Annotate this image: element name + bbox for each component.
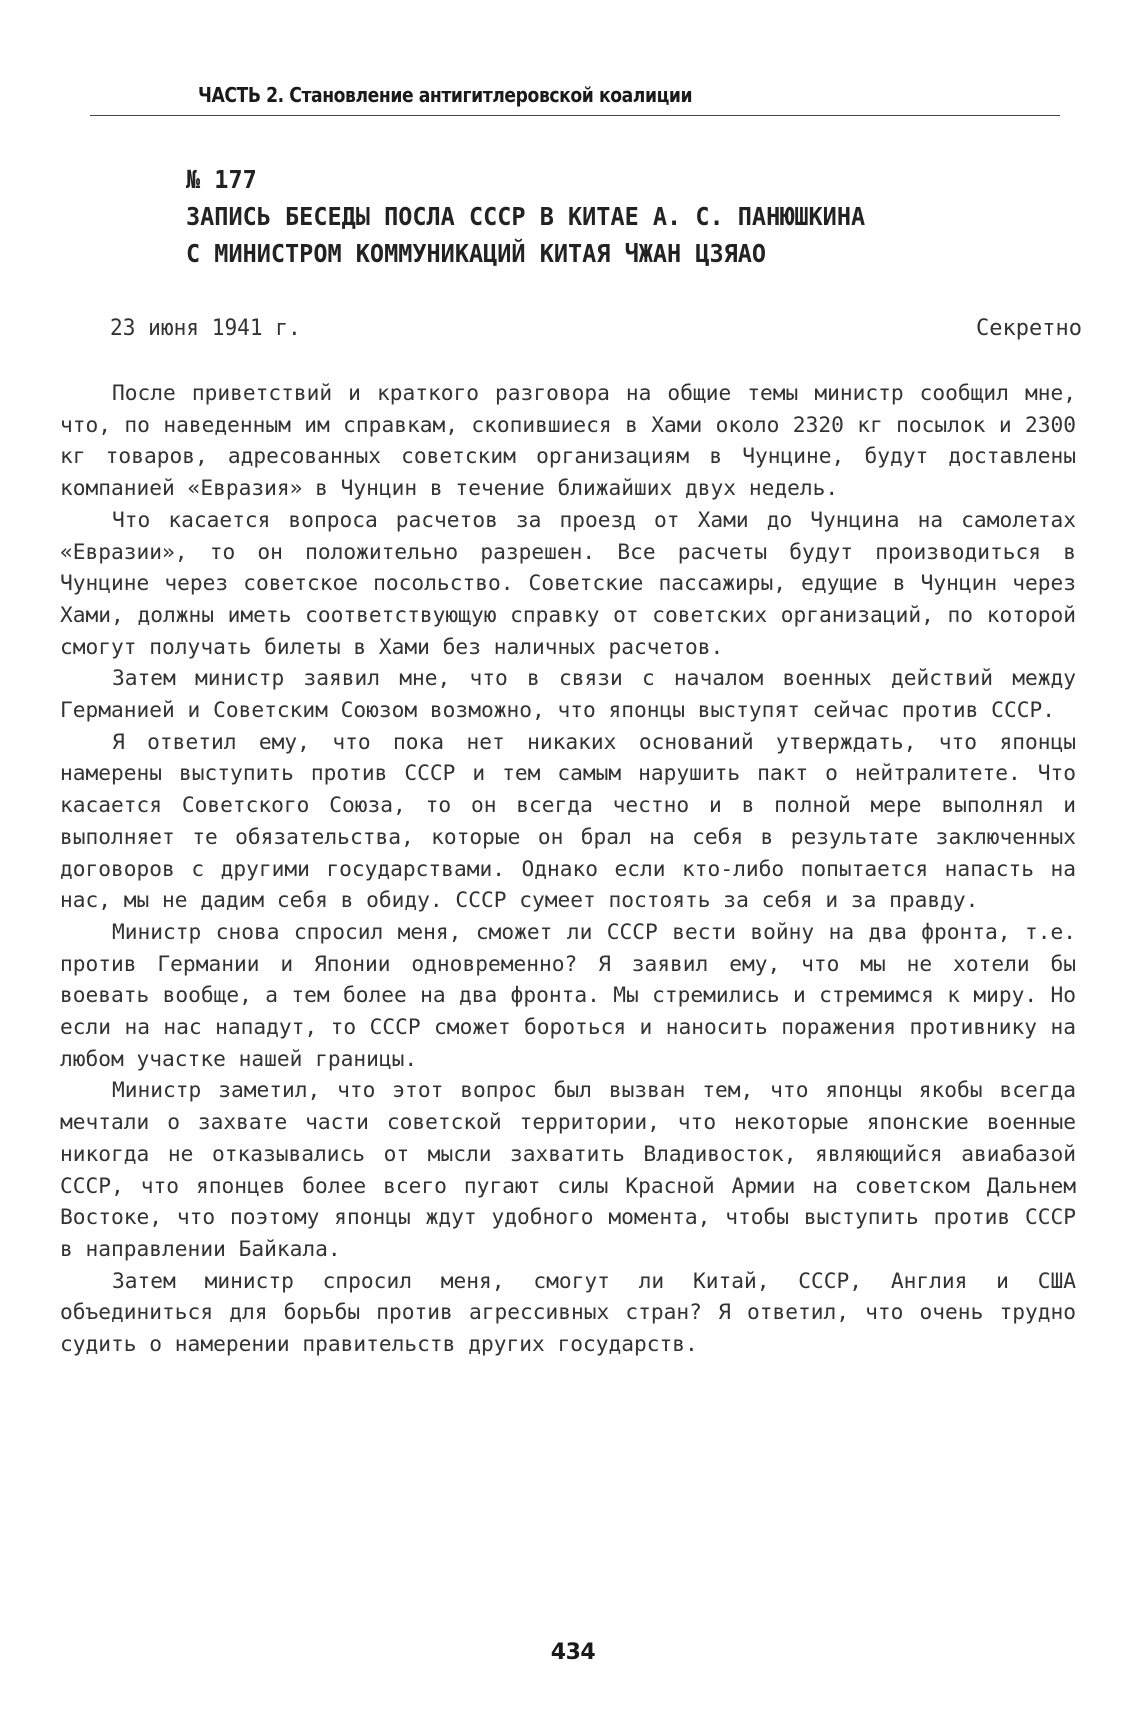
document-number: № 177 <box>186 165 257 194</box>
paragraph: Министр заметил, что этот вопрос был вызван тем, что японцы якобы всегда мечтали о захвате части советской территории, что некоторые японские военные никогда не отказывались от мысли захватить Владивосток, являющийся авиабазой СССР, что японцев более всего пугают силы Красной Армии на советском Дальнем Востоке, что поэтому японцы ждут удобного момента, чтобы выступить против СССР в направлении Байкала. <box>60 1077 1076 1261</box>
paragraph: Министр снова спросил меня, сможет ли СССР вести войну на два фронта, т.е. против Германии и Японии одновременно? Я заявил ему, что мы не хотели бы воевать вообще, а тем более на два фронта. Мы стремились и стремимся к миру. Но если на нас нападут, то СССР сможет бороться и наносить поражения противнику на любом участке нашей границы. <box>60 918 1076 1071</box>
running-head: ЧАСТЬ 2. Становление антигитлеровской коалиции <box>198 83 693 107</box>
paragraph: После приветствий и краткого разговора на общие темы министр сообщил мне, что, по наведенным им справкам, скопившиеся в Хами около 2320 кг посылок и 2300 кг товаров, адресованных советским организациям в Чунцине, будут доставлены компанией «Евразия» в Чунцин в течение ближайших двух недель. <box>60 380 1076 501</box>
classification-stamp: Секретно <box>976 316 1082 341</box>
page-number: 434 <box>550 1640 596 1665</box>
document-body <box>60 377 1076 1360</box>
document-title-line-2: С МИНИСТРОМ КОММУНИКАЦИЙ КИТАЯ ЧЖАН ЦЗЯАО <box>186 239 767 268</box>
paragraph: Затем министр заявил мне, что в связи с началом военных действий между Германией и Советским Союзом возможно, что японцы выступят сейчас против СССР. <box>60 665 1076 723</box>
document-heading <box>186 161 865 272</box>
header-rule <box>90 115 1060 116</box>
paragraph: Затем министр спросил меня, смогут ли Китай, СССР, Англия и США объединиться для борьбы против агрессивных стран? Я ответил, что очень трудно судить о намерении правительств других государств. <box>60 1267 1076 1357</box>
paragraph: Что касается вопроса расчетов за проезд от Хами до Чунцина на самолетах «Евразии», то он положительно разрешен. Все расчеты будут производиться в Чунцине через советское посольство. Советские пассажиры, едущие в Чунцин через Хами, должны иметь соответствующую справку от советских организаций, по которой смогут получать билеты в Хами без наличных расчетов. <box>60 506 1076 659</box>
document-date: 23 июня 1941 г. <box>110 316 301 341</box>
document-title-line-1: ЗАПИСЬ БЕСЕДЫ ПОСЛА СССР В КИТАЕ А. С. ПАНЮШКИНА <box>186 202 866 231</box>
paragraph: Я ответил ему, что пока нет никаких оснований утверждать, что японцы намерены выступить против СССР и тем самым нарушить пакт о нейтралитете. Что касается Советского Союза, то он всегда честно и в полной мере выполнял и выполняет те обязательства, которые он брал на себя в результате заключенных договоров с другими государствами. Однако если кто-либо попытается напасть на нас, мы не дадим себя в обиду. СССР сумеет постоять за себя и за правду. <box>60 728 1076 913</box>
